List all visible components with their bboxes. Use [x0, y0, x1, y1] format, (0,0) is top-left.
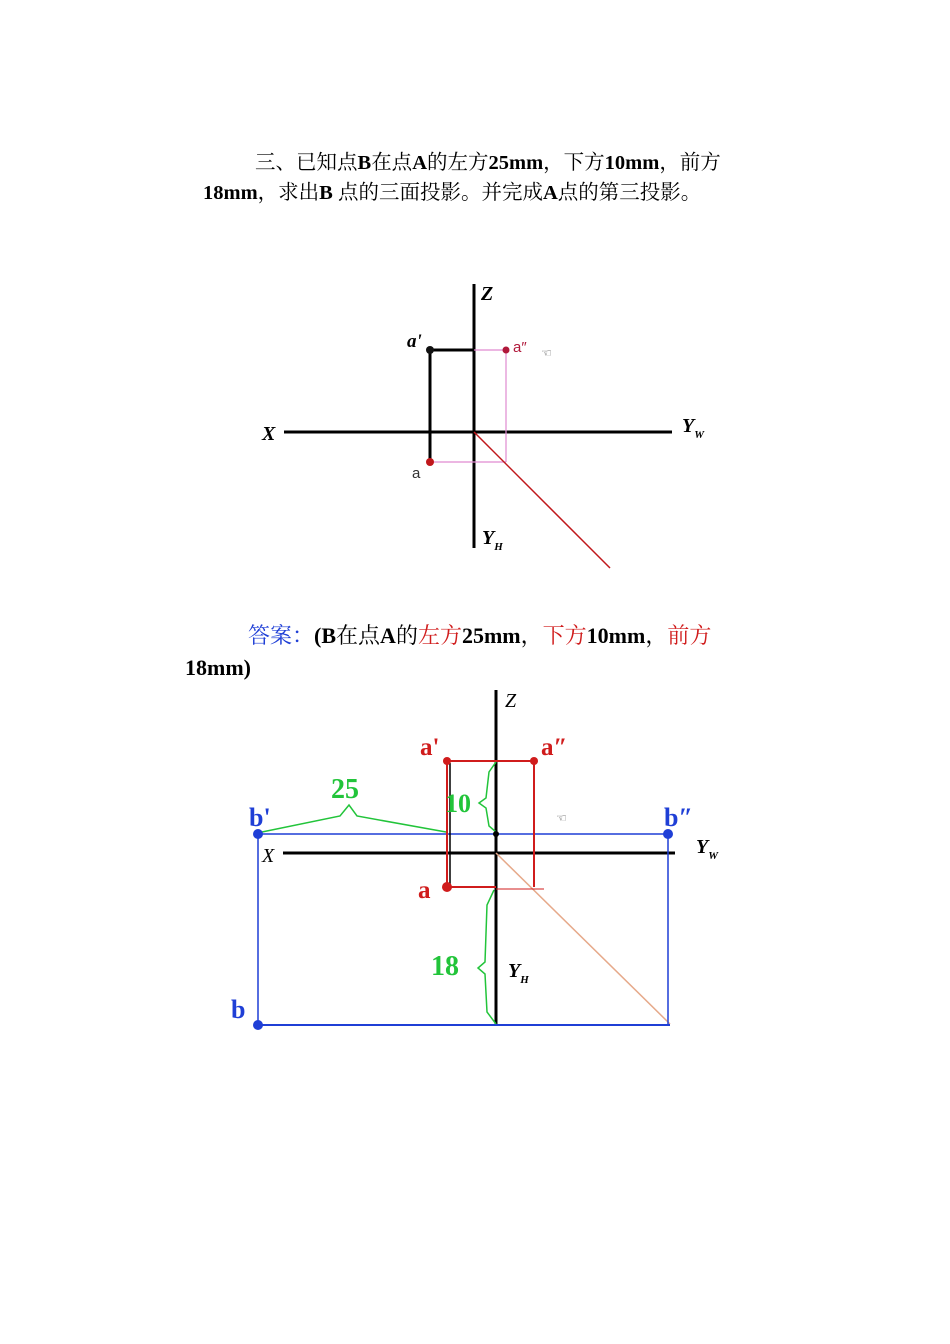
dimension-brace-25 [262, 805, 446, 832]
dimension-label-10: 10 [445, 789, 471, 818]
question-point-a: A [412, 152, 427, 174]
dimension-label-25: 25 [331, 774, 359, 805]
answer-text [185, 620, 765, 684]
answer-label: 答案： [248, 624, 315, 649]
question-segment: 三、已知点 [255, 150, 358, 174]
label-a-prime: a' [420, 734, 440, 761]
question-segment: 点的第三投影。 [557, 180, 702, 204]
label-z: Z [505, 690, 517, 712]
dimension-label-18: 18 [431, 951, 459, 982]
label-a-prime: a' [407, 331, 422, 352]
label-x: X [262, 845, 275, 867]
point-a [426, 458, 434, 466]
label-a: a [418, 877, 431, 904]
answer-segment: 的 [395, 624, 418, 649]
hand-cursor-icon: ☜ [541, 346, 552, 360]
label-x: X [262, 423, 276, 445]
question-point-b: B [319, 182, 338, 204]
question-front-distance: 18mm [203, 182, 258, 204]
question-segment: 点的三面投影。并完成 [337, 180, 543, 204]
label-b: b [231, 995, 246, 1024]
answer-front-label: 前方 [667, 624, 712, 649]
answer-down-label: 下方 [542, 624, 587, 649]
label-a-double-prime: a″ [541, 734, 568, 761]
point-a [442, 882, 452, 892]
label-yw: $Y_W$ [696, 836, 718, 862]
question-segment: ，下方 [543, 150, 605, 174]
question-down-distance: 10mm [604, 152, 660, 174]
label-b-prime: b' [249, 803, 271, 832]
label-b-double-prime: b″ [664, 803, 693, 832]
point-a-prime [443, 757, 451, 765]
question-segment: ，前方 [659, 150, 721, 174]
answer-segment: 在点 [336, 624, 381, 649]
answer-front-distance: 18mm) [185, 655, 251, 680]
hand-cursor-icon: ☜ [556, 811, 567, 825]
answer-point-a: A [380, 623, 396, 648]
dimension-brace-18 [478, 890, 496, 1024]
question-left-distance: 25mm [488, 152, 544, 174]
point-a-double-prime [503, 347, 510, 354]
projection-diagram-answer [0, 680, 950, 1050]
dimension-brace-10 [479, 762, 496, 832]
label-z: Z [481, 283, 494, 305]
point-b [253, 1020, 263, 1030]
answer-left-label: 左方 [417, 624, 462, 649]
answer-segment: ， [645, 624, 668, 649]
label-a-double-prime: a″ [513, 339, 527, 356]
answer-segment: ， [520, 624, 543, 649]
origin-point [493, 831, 499, 837]
question-point-a: A [542, 182, 558, 204]
answer-down-distance: 10mm [586, 623, 646, 648]
point-a-prime [426, 346, 434, 354]
projection-diagram-question [0, 270, 950, 580]
point-a-double-prime [530, 757, 538, 765]
label-a: a [412, 465, 421, 482]
answer-point-b: B [321, 623, 337, 648]
45-degree-line [496, 853, 670, 1024]
question-segment: 的左方 [427, 150, 489, 174]
answer-left-distance: 25mm [461, 623, 521, 648]
question-segment: 在点 [371, 150, 413, 174]
answer-segment: ( [314, 623, 322, 648]
question-point-b: B [357, 152, 372, 174]
label-yh: $Y_H$ [482, 527, 503, 553]
question-text [203, 148, 743, 208]
label-yh: $Y_H$ [508, 960, 529, 986]
question-segment: ，求出 [257, 180, 320, 204]
label-yw: $Y_W$ [682, 415, 704, 441]
